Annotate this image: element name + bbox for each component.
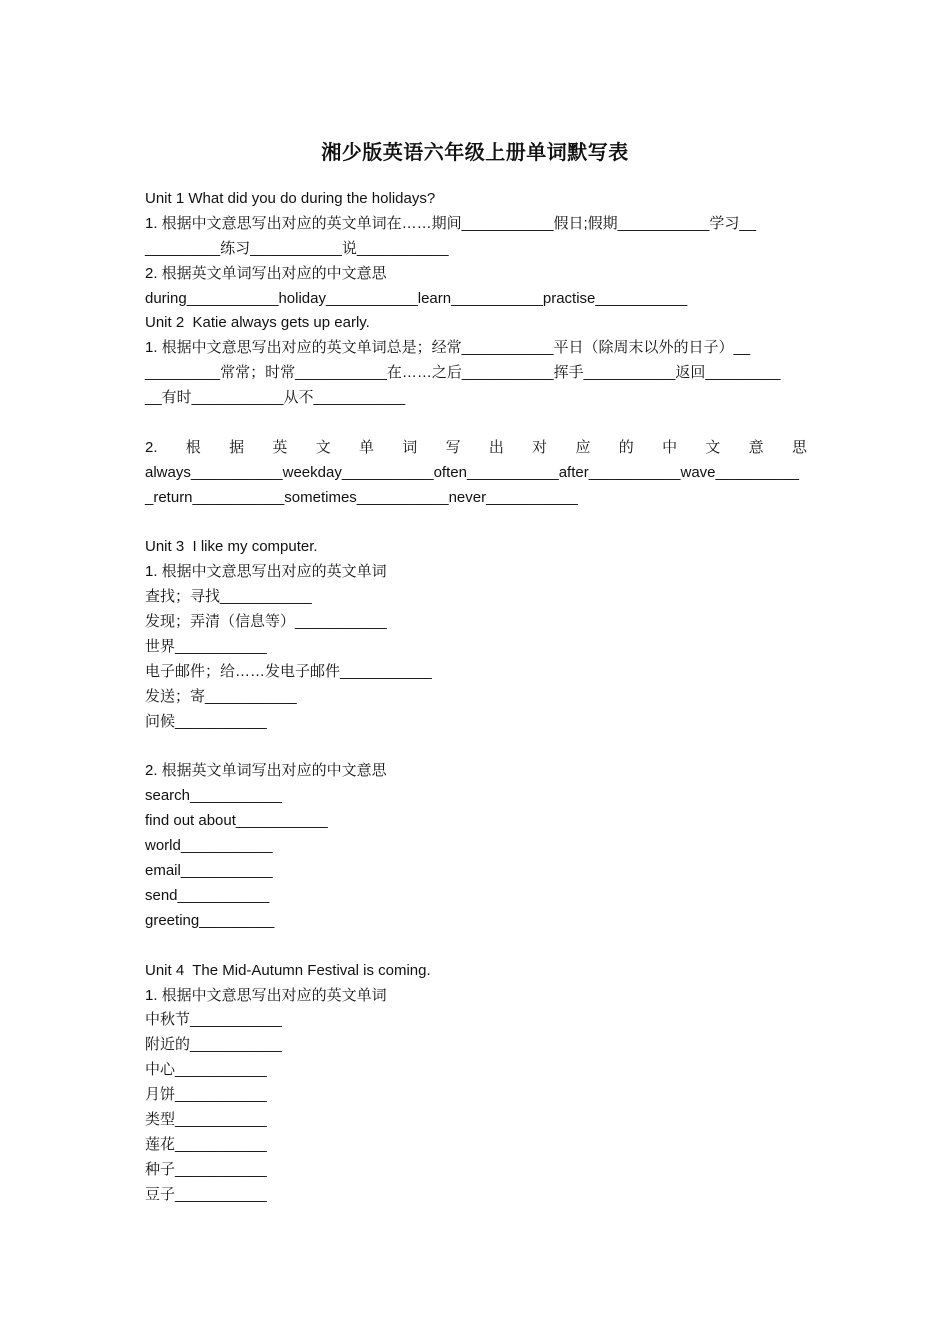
instruction-token: 词 [402,438,418,456]
instruction-token: 英 [272,438,288,456]
unit3-cn-item: 查找；寻找___________ [145,588,312,606]
unit1-exercise2-instruction: 2. 根据英文单词写出对应的中文意思 [145,264,387,282]
unit2-exercise2-words-line1: always___________weekday___________often___________after___________wave__________ [145,463,799,481]
unit4-cn-item: 莲花___________ [145,1135,267,1153]
unit1-exercise1-line1: 1. 根据中文意思写出对应的英文单词在……期间___________假日;假期___________学习__ [145,214,757,232]
unit3-cn-item: 发送；寄___________ [145,687,297,705]
instruction-token: 应 [575,438,591,456]
unit4-cn-item: 种子___________ [145,1160,267,1178]
instruction-token: 思 [791,438,807,456]
unit1-exercise1-line2: _________练习___________说___________ [145,239,449,257]
unit3-en-item: greeting_________ [145,911,275,929]
unit2-exercise1-line2: _________常常；时常___________在……之后___________挥手___________返回_________ [145,364,781,382]
instruction-token: 写 [445,438,461,456]
spacer [145,735,807,760]
spacer [145,511,807,536]
unit4-exercise1-instruction: 1. 根据中文意思写出对应的英文单词 [145,986,387,1004]
instruction-token: 对 [532,438,548,456]
unit2-heading: Unit 2 Katie always gets up early. [145,314,370,332]
unit4-cn-item: 月饼___________ [145,1086,267,1104]
unit4-heading: Unit 4 The Mid-Autumn Festival is coming. [145,961,431,979]
page-title: 湘少版英语六年级上册单词默写表 [321,140,629,164]
unit3-en-item: email___________ [145,862,273,880]
unit4-cn-item: 豆子___________ [145,1185,267,1203]
instruction-token: 文 [315,438,331,456]
instruction-token: 的 [618,438,634,456]
unit2-exercise1-line3: __有时___________从不___________ [145,389,406,407]
instruction-token: 出 [488,438,504,456]
unit4-cn-item: 中心___________ [145,1061,267,1079]
instruction-token: 中 [662,438,678,456]
spacer [145,934,807,959]
unit3-en-item: find out about___________ [145,812,328,830]
unit3-exercise2-instruction: 2. 根据英文单词写出对应的中文意思 [145,762,387,780]
unit3-exercise1-instruction: 1. 根据中文意思写出对应的英文单词 [145,563,387,581]
unit3-en-item: search___________ [145,787,282,805]
unit3-en-item: send___________ [145,886,270,904]
instruction-token: 单 [358,438,374,456]
unit2-exercise2-instruction [145,436,807,461]
unit1-heading: Unit 1 What did you do during the holidays? [145,190,436,207]
instruction-token: 据 [229,438,245,456]
instruction-token: 文 [705,438,721,456]
unit4-cn-item: 类型___________ [145,1110,267,1128]
unit2-exercise1-line1: 1. 根据中文意思写出对应的英文单词总是；经常___________平日（除周末以外的日子）__ [145,339,751,357]
spacer [145,411,807,436]
unit3-cn-item: 电子邮件；给……发电子邮件___________ [145,662,432,680]
unit2-exercise2-words-line2: _return___________sometimes___________never___________ [145,488,578,506]
unit4-cn-item: 附近的___________ [145,1036,282,1054]
unit3-cn-item: 问候___________ [145,712,267,730]
instruction-token: 根 [185,438,201,456]
unit3-en-item: world___________ [145,837,273,855]
worksheet-body [145,187,807,1208]
unit3-cn-item: 发现；弄清（信息等）___________ [145,613,387,631]
unit1-exercise2-words: during___________holiday___________learn___________practise___________ [145,289,688,307]
unit3-cn-item: 世界___________ [145,638,267,656]
unit4-cn-item: 中秋节___________ [145,1011,282,1029]
unit3-heading: Unit 3 I like my computer. [145,538,318,556]
instruction-token: 2. [145,438,158,456]
instruction-token: 意 [748,438,764,456]
